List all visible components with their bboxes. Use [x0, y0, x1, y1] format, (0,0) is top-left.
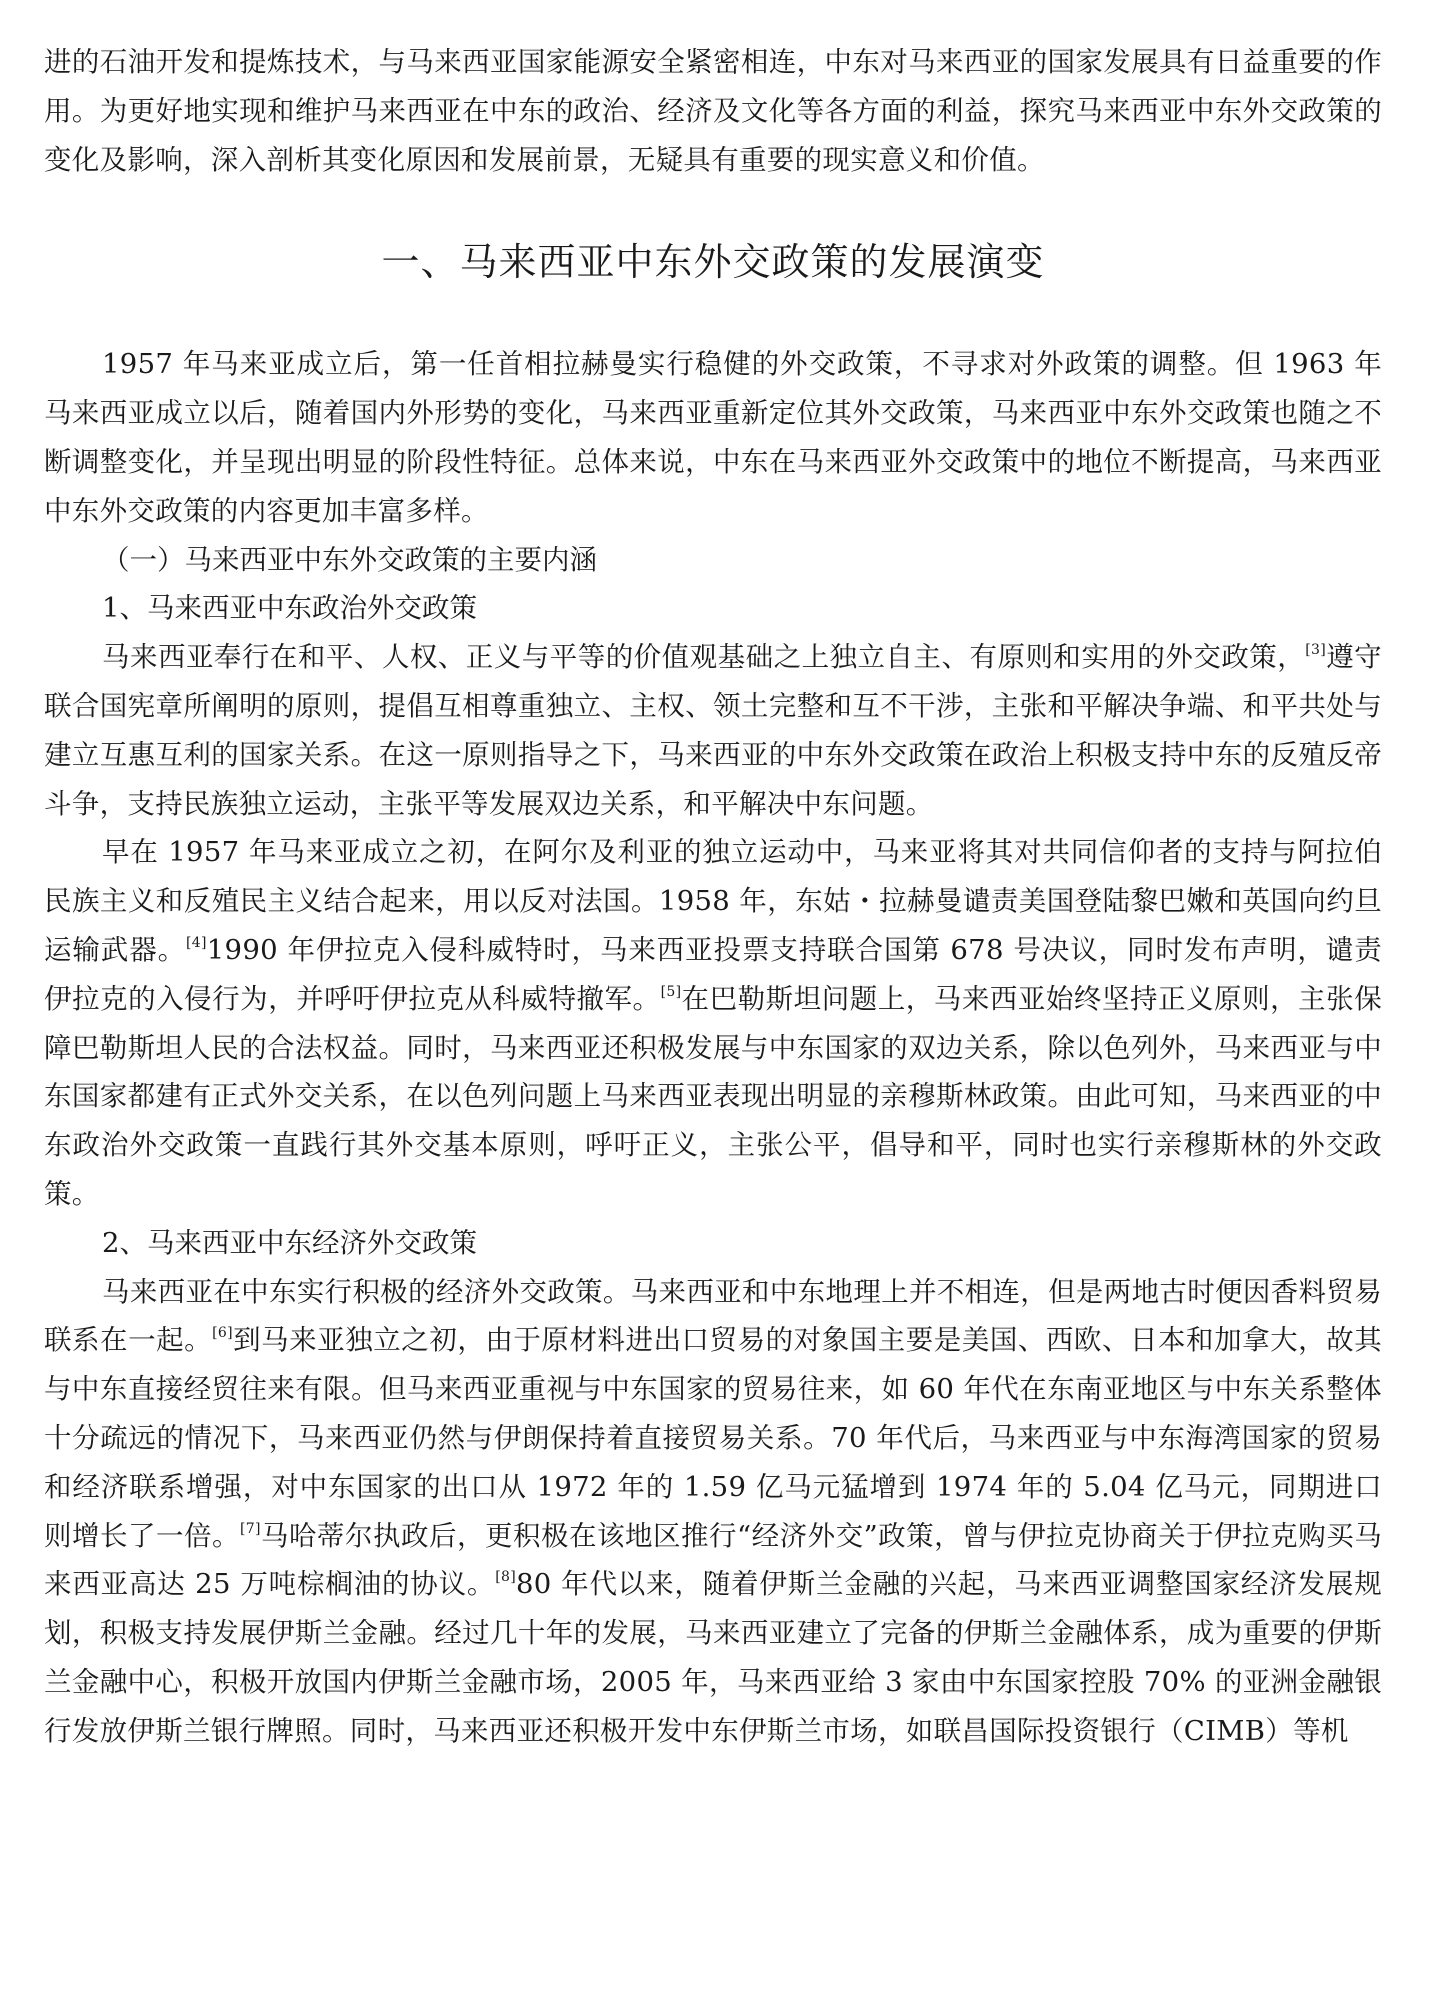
text-run: 80 年代以来，随着伊斯兰金融的兴起，马来西亚调整国家经济发展规划，积极支持发展伊斯兰金融。经过几十年的发展，马来西亚建立了完备的伊斯兰金融体系，成为重要的伊斯兰金融中心，积极开放国内伊斯兰金融市场，2005 年，马来西亚给 3 家由中东国家控股 70% 的亚洲金融银行发放伊斯兰银行牌照。同时，马来西亚还积极开发中东伊斯兰市场，如联昌国际投资银行（CIMB）等机: [44, 1568, 1382, 1747]
text-run: 马哈蒂尔执政后，更积极在该地区推行“经济外交”政策，曾与伊拉克协商关于伊拉克购买马来西亚高达 25 万吨棕榈油的协议。: [44, 1519, 1382, 1601]
citation-4: [4]: [186, 934, 207, 951]
text-run: 早在 1957 年马来亚成立之初，在阿尔及利亚的独立运动中，马来亚将其对共同信仰者的支持与阿拉伯民族主义和反殖民主义结合起来，用以反对法国。1958 年，东姑・拉赫曼谴责美国登陆黎巴嫩和英国向约旦运输武器。: [44, 836, 1382, 966]
citation-6: [6]: [212, 1325, 233, 1342]
economic-policy-heading: 2、马来西亚中东经济外交政策: [102, 1226, 477, 1259]
citation-8: [8]: [495, 1569, 516, 1586]
section-heading: 一、马来西亚中东外交政策的发展演变: [381, 240, 1045, 285]
text-run: 1990 年伊拉克入侵科威特时，马来西亚投票支持联合国第 678 号决议，同时发布声明，谴责伊拉克的入侵行为，并呼吁伊拉克从科威特撤军。: [44, 933, 1382, 1015]
text-run: 遵守联合国宪章所阐明的原则，提倡互相尊重独立、主权、领土完整和互不干涉，主张和平解决争端、和平共处与建立互惠互利的国家关系。在这一原则指导之下，马来西亚的中东外交政策在政治上积极支持中东的反殖反帝斗争，支持民族独立运动，主张平等发展双边关系，和平解决中东问题。: [44, 641, 1382, 820]
intro-paragraph: 进的石油开发和提炼技术，与马来西亚国家能源安全紧密相连，中东对马来西亚的国家发展具有日益重要的作用。为更好地实现和维护马来西亚在中东的政治、经济及文化等各方面的利益，探究马来西亚中东外交政策的变化及影响，深入剖析其变化原因和发展前景，无疑具有重要的现实意义和价值。: [44, 46, 1382, 176]
citation-5: [5]: [660, 983, 682, 1000]
economic-paragraph-1: [44, 1268, 1382, 1756]
political-paragraph-2: [44, 828, 1382, 1218]
section-intro-paragraph: 1957 年马来亚成立后，第一任首相拉赫曼实行稳健的外交政策，不寻求对外政策的调整。但 1963 年马来西亚成立以后，随着国内外形势的变化，马来西亚重新定位其外交政策，马来西亚中东外交政策也随之不断调整变化，并呈现出明显的阶段性特征。总体来说，中东在马来西亚外交政策中的地位不断提高，马来西亚中东外交政策的内容更加丰富多样。: [44, 348, 1382, 527]
political-policy-heading: 1、马来西亚中东政治外交政策: [102, 592, 477, 625]
citation-7: [7]: [240, 1520, 261, 1537]
political-paragraph-1: [44, 633, 1382, 828]
text-run: 在巴勒斯坦问题上，马来西亚始终坚持正义原则，主张保障巴勒斯坦人民的合法权益。同时，马来西亚还积极发展与中东国家的双边关系，除以色列外，马来西亚与中东国家都建有正式外交关系，在以色列问题上马来西亚表现出明显的亲穆斯林政策。由此可知，马来西亚的中东政治外交政策一直践行其外交基本原则，呼吁正义，主张公平，倡导和平，同时也实行亲穆斯林的外交政策。: [44, 982, 1382, 1210]
subsection-heading: （一）马来西亚中东外交政策的主要内涵: [102, 543, 597, 576]
text-run: 马来西亚奉行在和平、人权、正义与平等的价值观基础之上独立自主、有原则和实用的外交政策，: [102, 641, 1306, 674]
text-run: 马来西亚在中东实行积极的经济外交政策。马来西亚和中东地理上并不相连，但是两地古时便因香料贸易联系在一起。: [44, 1275, 1382, 1357]
citation-3: [3]: [1305, 642, 1327, 659]
text-run: 到马来亚独立之初，由于原材料进出口贸易的对象国主要是美国、西欧、日本和加拿大，故其与中东直接经贸往来有限。但马来西亚重视与中东国家的贸易往来，如 60 年代在东南亚地区与中东关系整体十分疏远的情况下，马来西亚仍然与伊朗保持着直接贸易关系。70 年代后，马来西亚与中东海湾国家的贸易和经济联系增强，对中东国家的出口从 1972 年的 1.59 亿马元猛增到 1974 年的 5.04 亿马元，同期进口则增长了一倍。: [44, 1324, 1382, 1552]
